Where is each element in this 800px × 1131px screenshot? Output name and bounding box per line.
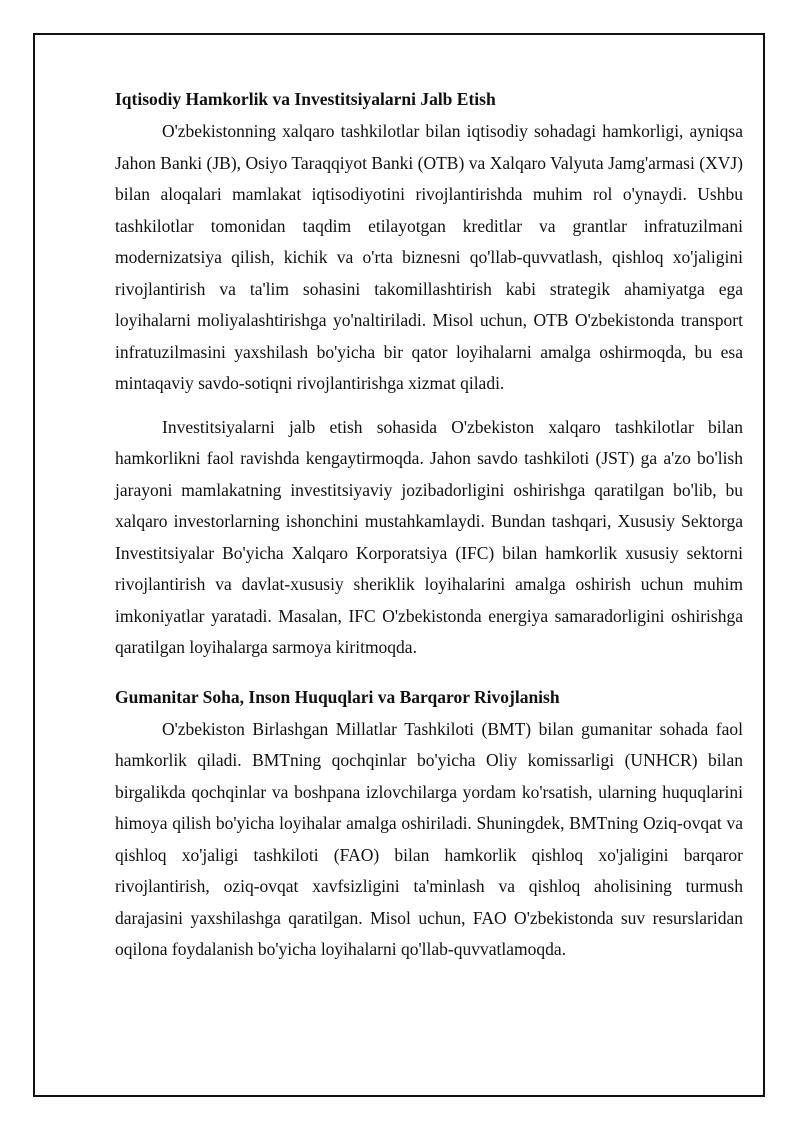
section-economic-cooperation — [115, 86, 743, 664]
section-heading: Gumanitar Soha, Inson Huquqlari va Barqaror Rivojlanish — [115, 686, 560, 707]
paragraph: Investitsiyalarni jalb etish sohasida O'zbekiston xalqaro tashkilotlar bilan hamkorlikni faol ravishda kengaytirmoqda. Jahon savdo tashkiloti (JST) ga a'zo bo'lish jarayoni mamlakatning investitsiyaviy jozibadorligini oshirishga qaratilgan bo'lib, bu xalqaro investorlarning ishonchini mustahkamlaydi. Bundan tashqari, Xususiy Sektorga Investitsiyalar Bo'yicha Xalqaro Korporatsiya (IFC) bilan hamkorlik xususiy sektorni rivojlantirish va davlat-xususiy sheriklik loyihalarini amalga oshirish uchun muhim imkoniyatlar yaratadi. Masalan, IFC O'zbekistonda energiya samaradorligini oshirishga qaratilgan loyihalarga sarmoya kiritmoqda. — [115, 416, 743, 657]
section-humanitarian — [115, 684, 743, 966]
paragraph: O'zbekistonning xalqaro tashkilotlar bilan iqtisodiy sohadagi hamkorligi, ayniqsa Jahon Banki (JB), Osiyo Taraqqiyot Banki (OTB) va Xalqaro Valyuta Jamg'armasi (XVJ) bilan aloqalari mamlakat iqtisodiyotini rivojlantirishda muhim rol o'ynaydi. Ushbu tashkilotlar tomonidan taqdim etilayotgan kreditlar va grantlar infratuzilmani modernizatsiya qilish, kichik va o'rta biznesni qo'llab-quvvatlash, qishloq xo'jaligini rivojlantirish va ta'lim sohasini takomillashtirish kabi strategik ahamiyatga ega loyihalarni moliyalashtirishga yo'naltiriladi. Misol uchun, OTB O'zbekistonda transport infratuzilmasini yaxshilash bo'yicha bir qator loyihalarni amalga oshirmoqda, bu esa mintaqaviy savdo-sotiqni rivojlantirishga xizmat qiladi. — [115, 121, 743, 393]
document-body — [115, 86, 743, 978]
paragraph: O'zbekiston Birlashgan Millatlar Tashkiloti (BMT) bilan gumanitar sohada faol hamkorlik qiladi. BMTning qochqinlar bo'yicha Oliy komissarligi (UNHCR) bilan birgalikda qochqinlar va boshpana izlovchilarga yordam ko'rsatish, ularning huquqlarini himoya qilish bo'yicha loyihalar amalga oshiriladi. Shuningdek, BMTning Oziq-ovqat va qishloq xo'jaligi tashkiloti (FAO) bilan hamkorlik qishloq xo'jaligini barqaror rivojlantirish, oziq-ovqat xavfsizligini ta'minlash va qishloq aholisining turmush darajasini yaxshilashga qaratilgan. Misol uchun, FAO O'zbekistonda suv resurslaridan oqilona foydalanish bo'yicha loyihalarni qo'llab-quvvatlamoqda. — [115, 718, 743, 959]
section-heading: Iqtisodiy Hamkorlik va Investitsiyalarni Jalb Etish — [115, 89, 496, 109]
